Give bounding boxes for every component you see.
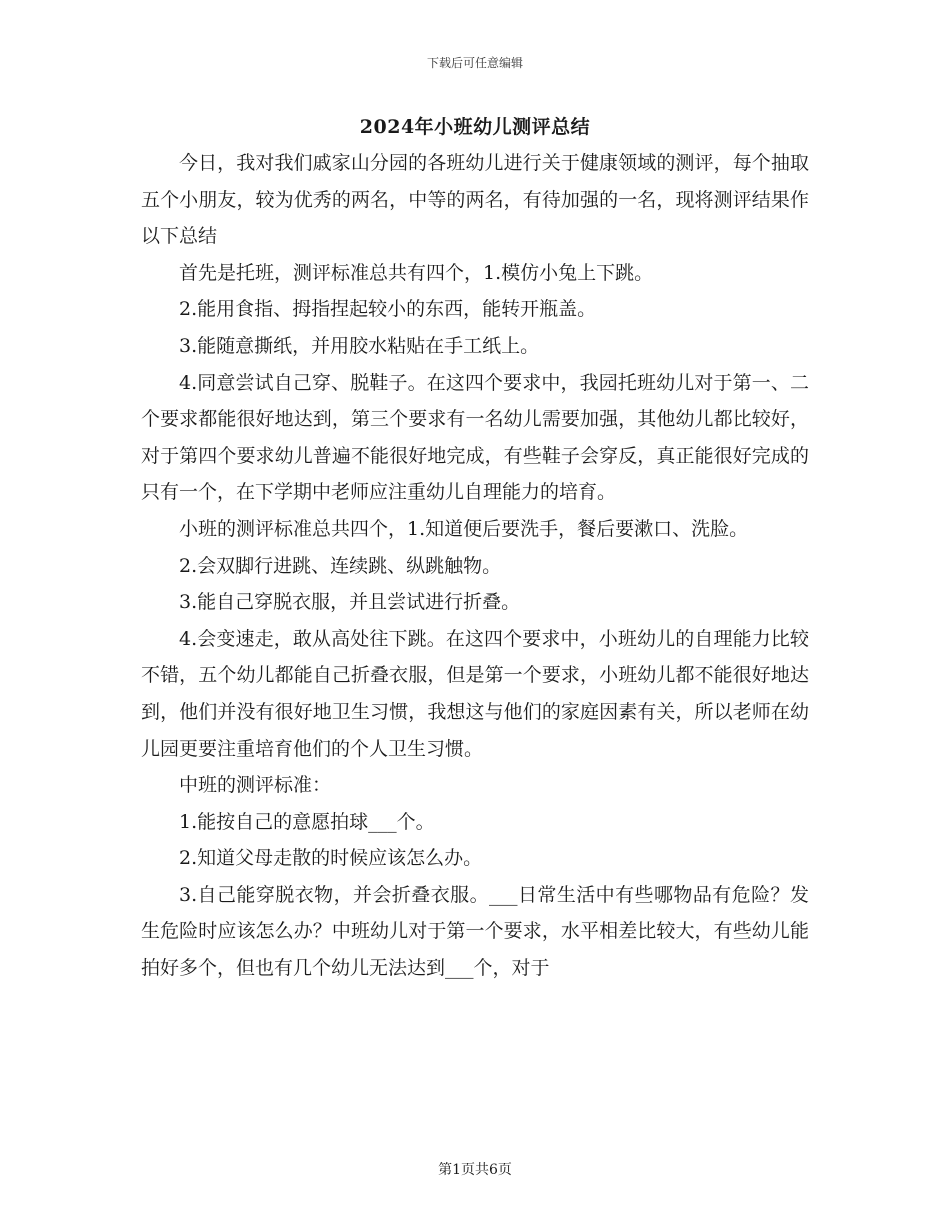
paragraph: 3.自己能穿脱衣物，并会折叠衣服。___日常生活中有些哪物品有危险？发生危险时应该怎么办？中班幼儿对于第一个要求，水平相差比较大，有些幼儿能拍好多个，但也有几个幼儿无法达到___个，对于: [141, 883, 809, 980]
page-indicator: 第1页共6页: [438, 1162, 512, 1178]
paragraph: 3.能随意撕纸，并用胶水粘贴在手工纸上。: [179, 334, 540, 357]
document-body: [141, 145, 809, 987]
paragraph: 今日，我对我们戚家山分园的各班幼儿进行关于健康领域的测评，每个抽取五个小朋友，较为优秀的两名，中等的两名，有待加强的一名，现将测评结果作以下总结: [141, 152, 809, 248]
paragraph: 小班的测评标准总共四个，1.知道便后要洗手，餐后要漱口、洗脸。: [179, 517, 749, 540]
paragraph: 首先是托班，测评标准总共有四个，1.模仿小兔上下跳。: [179, 261, 654, 284]
document-title: 2024年小班幼儿测评总结: [359, 116, 591, 138]
paragraph: 1.能按自己的意愿拍球___个。: [179, 810, 435, 833]
paragraph: 3.能自己穿脱衣服，并且尝试进行折叠。: [179, 591, 521, 614]
paragraph: 中班的测评标准：: [179, 774, 332, 797]
paragraph: 4.会变速走，敢从高处往下跳。在这四个要求中，小班幼儿的自理能力比较不错，五个幼儿都能自己折叠衣服，但是第一个要求，小班幼儿都不能很好地达到，他们并没有很好地卫生习惯，我想这与他们的家庭因素有关，所以老师在幼儿园更要注重培育他们的个人卫生习惯。: [141, 627, 809, 760]
paragraph: 4.同意尝试自己穿、脱鞋子。在这四个要求中，我园托班幼儿对于第一、二个要求都能很好地达到，第三个要求有一名幼儿需要加强，其他幼儿都比较好，对于第四个要求幼儿普遍不能很好地完成，有些鞋子会穿反，真正能很好完成的只有一个，在下学期中老师应注重幼儿自理能力的培育。: [141, 371, 809, 504]
paragraph: 2.会双脚行进跳、连续跳、纵跳触物。: [179, 554, 502, 577]
paragraph: 2.知道父母走散的时候应该怎么办。: [179, 847, 483, 870]
header-note: 下载后可任意编辑: [426, 56, 523, 70]
paragraph: 2.能用食指、拇指捏起较小的东西，能转开瓶盖。: [179, 298, 597, 321]
